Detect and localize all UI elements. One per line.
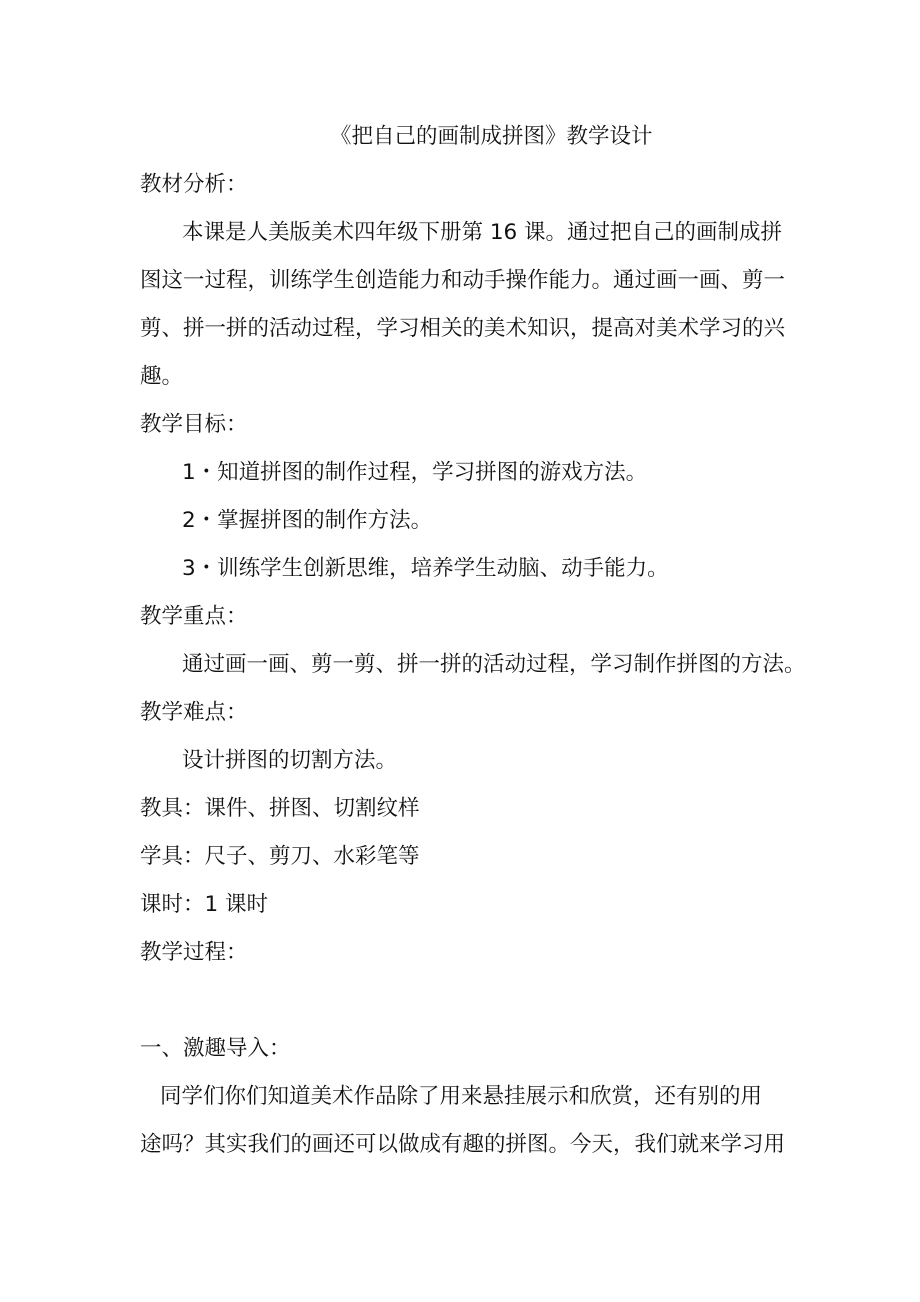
section1-heading: 一、激趣导入： — [140, 1036, 291, 1061]
document-title: 《把自己的画制成拼图》教学设计 — [330, 124, 653, 149]
section1-line: 途吗？其实我们的画还可以做成有趣的拼图。今天，我们就来学习用 — [140, 1132, 786, 1157]
analysis-heading: 教材分析： — [140, 172, 248, 197]
analysis-line: 本课是人美版美术四年级下册第 16 课。通过把自己的画制成拼 — [182, 220, 783, 245]
goal-item: 2・掌握拼图的制作方法。 — [182, 508, 433, 533]
student-tools: 学具：尺子、剪刀、水彩笔等 — [140, 844, 420, 869]
teaching-tools: 教具：课件、拼图、切割纹样 — [140, 796, 420, 821]
key-points-text: 通过画一画、剪一剪、拼一拼的活动过程，学习制作拼图的方法。 — [182, 652, 806, 677]
duration: 课时：1 课时 — [140, 892, 269, 917]
analysis-line: 剪、拼一拼的活动过程，学习相关的美术知识，提高对美术学习的兴 — [140, 316, 786, 341]
difficulties-heading: 教学难点： — [140, 700, 248, 725]
key-points-heading: 教学重点： — [140, 604, 248, 629]
process-heading: 教学过程： — [140, 940, 248, 965]
difficulties-text: 设计拼图的切割方法。 — [182, 748, 398, 773]
goal-item: 1・知道拼图的制作过程，学习拼图的游戏方法。 — [182, 460, 648, 485]
section1-line: 同学们你们知道美术作品除了用来悬挂展示和欣赏，还有别的用 — [160, 1084, 763, 1109]
goals-heading: 教学目标： — [140, 412, 248, 437]
analysis-line: 图这一过程，训练学生创造能力和动手操作能力。通过画一画、剪一 — [140, 268, 786, 293]
analysis-line: 趣。 — [140, 364, 184, 389]
goal-item: 3・训练学生创新思维，培养学生动脑、动手能力。 — [182, 556, 669, 581]
